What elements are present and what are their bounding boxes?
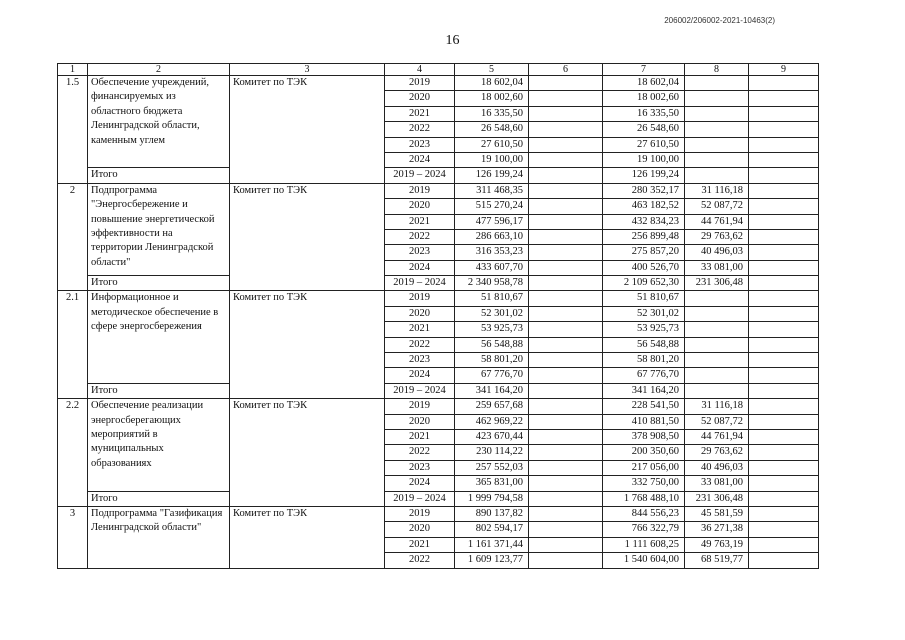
- value-cell: 16 335,50: [603, 106, 685, 121]
- year-cell: 2022: [385, 229, 455, 244]
- value-cell: 27 610,50: [603, 137, 685, 152]
- total-label-cell: Итого: [88, 383, 230, 398]
- value-cell: 31 116,18: [685, 183, 749, 198]
- year-cell: 2024: [385, 152, 455, 167]
- value-cell: [685, 152, 749, 167]
- value-cell: 228 541,50: [603, 399, 685, 414]
- total-label-cell: Итого: [88, 168, 230, 183]
- value-cell: 280 352,17: [603, 183, 685, 198]
- value-cell: 58 801,20: [455, 353, 529, 368]
- value-cell: [529, 245, 603, 260]
- value-cell: [529, 491, 603, 506]
- header-cell: 7: [603, 64, 685, 76]
- value-cell: [529, 229, 603, 244]
- item-name-cell: Подпрограмма "Газификация Ленинградской области": [88, 506, 230, 568]
- value-cell: 890 137,82: [455, 506, 529, 521]
- value-cell: [685, 322, 749, 337]
- value-cell: 200 350,60: [603, 445, 685, 460]
- value-cell: [749, 491, 819, 506]
- year-cell: 2022: [385, 445, 455, 460]
- value-cell: [685, 137, 749, 152]
- value-cell: [529, 353, 603, 368]
- value-cell: 257 552,03: [455, 460, 529, 475]
- executor-cell: Комитет по ТЭК: [230, 291, 385, 399]
- year-cell: 2021: [385, 537, 455, 552]
- value-cell: 1 609 123,77: [455, 553, 529, 568]
- executor-cell: Комитет по ТЭК: [230, 183, 385, 291]
- year-cell: 2022: [385, 553, 455, 568]
- value-cell: [685, 91, 749, 106]
- value-cell: 49 763,19: [685, 537, 749, 552]
- value-cell: [749, 337, 819, 352]
- value-cell: 1 999 794,58: [455, 491, 529, 506]
- value-cell: 410 881,50: [603, 414, 685, 429]
- value-cell: [749, 429, 819, 444]
- header-cell: 5: [455, 64, 529, 76]
- value-cell: 477 596,17: [455, 214, 529, 229]
- value-cell: 1 111 608,25: [603, 537, 685, 552]
- value-cell: [529, 337, 603, 352]
- total-row: [58, 276, 819, 291]
- value-cell: [685, 337, 749, 352]
- value-cell: [529, 368, 603, 383]
- value-cell: 463 182,52: [603, 199, 685, 214]
- value-cell: [749, 399, 819, 414]
- value-cell: [749, 460, 819, 475]
- value-cell: [749, 122, 819, 137]
- value-cell: [749, 183, 819, 198]
- year-cell: 2020: [385, 91, 455, 106]
- value-cell: [685, 306, 749, 321]
- value-cell: [685, 122, 749, 137]
- year-cell: 2024: [385, 368, 455, 383]
- value-cell: [685, 168, 749, 183]
- value-cell: 29 763,62: [685, 229, 749, 244]
- value-cell: 1 540 604,00: [603, 553, 685, 568]
- value-cell: [749, 553, 819, 568]
- value-cell: 766 322,79: [603, 522, 685, 537]
- value-cell: [529, 306, 603, 321]
- table-row: [58, 76, 819, 91]
- year-cell: 2024: [385, 476, 455, 491]
- value-cell: 44 761,94: [685, 214, 749, 229]
- item-name-cell: Обеспечение реализации энергосберегающих мероприятий в муниципальных образованиях: [88, 399, 230, 491]
- value-cell: [749, 152, 819, 167]
- table-body: [58, 64, 819, 569]
- value-cell: 45 581,59: [685, 506, 749, 521]
- value-cell: [749, 537, 819, 552]
- value-cell: 423 670,44: [455, 429, 529, 444]
- value-cell: 286 663,10: [455, 229, 529, 244]
- value-cell: 29 763,62: [685, 445, 749, 460]
- header-cell: 2: [88, 64, 230, 76]
- value-cell: 53 925,73: [603, 322, 685, 337]
- header-cell: 6: [529, 64, 603, 76]
- item-number-cell: 2.2: [58, 399, 88, 507]
- value-cell: 33 081,00: [685, 260, 749, 275]
- value-cell: [749, 106, 819, 121]
- year-cell: 2023: [385, 460, 455, 475]
- value-cell: [749, 137, 819, 152]
- value-cell: [749, 276, 819, 291]
- item-name-cell: Подпрограмма "Энергосбережение и повышение энергетической эффективности на территории Ленинградской области": [88, 183, 230, 275]
- year-cell: 2019 – 2024: [385, 168, 455, 183]
- value-cell: [529, 137, 603, 152]
- year-cell: 2019 – 2024: [385, 491, 455, 506]
- table-row: [58, 506, 819, 521]
- value-cell: [749, 476, 819, 491]
- value-cell: 26 548,60: [455, 122, 529, 137]
- table-row: [58, 399, 819, 414]
- value-cell: [529, 291, 603, 306]
- value-cell: 231 306,48: [685, 491, 749, 506]
- value-cell: 341 164,20: [603, 383, 685, 398]
- item-number-cell: 1.5: [58, 76, 88, 184]
- budget-table: [57, 63, 819, 569]
- value-cell: [529, 460, 603, 475]
- value-cell: [749, 353, 819, 368]
- value-cell: [529, 106, 603, 121]
- value-cell: 44 761,94: [685, 429, 749, 444]
- value-cell: 259 657,68: [455, 399, 529, 414]
- value-cell: [749, 168, 819, 183]
- year-cell: 2019: [385, 399, 455, 414]
- value-cell: [529, 537, 603, 552]
- value-cell: [749, 383, 819, 398]
- value-cell: [529, 553, 603, 568]
- value-cell: 56 548,88: [455, 337, 529, 352]
- value-cell: 36 271,38: [685, 522, 749, 537]
- year-cell: 2020: [385, 199, 455, 214]
- value-cell: [749, 506, 819, 521]
- table-row: [58, 183, 819, 198]
- item-number-cell: 2: [58, 183, 88, 291]
- year-cell: 2019 – 2024: [385, 383, 455, 398]
- value-cell: 53 925,73: [455, 322, 529, 337]
- value-cell: 51 810,67: [603, 291, 685, 306]
- value-cell: 18 602,04: [455, 76, 529, 91]
- executor-cell: Комитет по ТЭК: [230, 399, 385, 507]
- value-cell: 52 087,72: [685, 414, 749, 429]
- value-cell: [529, 506, 603, 521]
- value-cell: [529, 199, 603, 214]
- year-cell: 2022: [385, 337, 455, 352]
- value-cell: 365 831,00: [455, 476, 529, 491]
- value-cell: 332 750,00: [603, 476, 685, 491]
- value-cell: [749, 522, 819, 537]
- value-cell: 844 556,23: [603, 506, 685, 521]
- value-cell: 58 801,20: [603, 353, 685, 368]
- year-cell: 2021: [385, 429, 455, 444]
- total-label-cell: Итого: [88, 491, 230, 506]
- value-cell: [685, 291, 749, 306]
- value-cell: 52 301,02: [603, 306, 685, 321]
- executor-cell: Комитет по ТЭК: [230, 506, 385, 568]
- item-name-cell: Информационное и методическое обеспечение в сфере энергосбережения: [88, 291, 230, 383]
- year-cell: 2021: [385, 106, 455, 121]
- value-cell: [529, 183, 603, 198]
- item-number-cell: 2.1: [58, 291, 88, 399]
- value-cell: 217 056,00: [603, 460, 685, 475]
- value-cell: 52 087,72: [685, 199, 749, 214]
- value-cell: 19 100,00: [603, 152, 685, 167]
- value-cell: 18 602,04: [603, 76, 685, 91]
- value-cell: [749, 322, 819, 337]
- value-cell: 462 969,22: [455, 414, 529, 429]
- value-cell: [529, 414, 603, 429]
- value-cell: [749, 414, 819, 429]
- value-cell: [529, 214, 603, 229]
- total-row: [58, 168, 819, 183]
- year-cell: 2021: [385, 214, 455, 229]
- value-cell: [529, 276, 603, 291]
- value-cell: [749, 368, 819, 383]
- value-cell: 256 899,48: [603, 229, 685, 244]
- year-cell: 2019 – 2024: [385, 276, 455, 291]
- value-cell: [529, 76, 603, 91]
- year-cell: 2023: [385, 137, 455, 152]
- value-cell: 432 834,23: [603, 214, 685, 229]
- header-cell: 8: [685, 64, 749, 76]
- value-cell: [685, 76, 749, 91]
- value-cell: 52 301,02: [455, 306, 529, 321]
- year-cell: 2020: [385, 522, 455, 537]
- value-cell: 40 496,03: [685, 245, 749, 260]
- header-cell: 9: [749, 64, 819, 76]
- value-cell: 378 908,50: [603, 429, 685, 444]
- value-cell: [749, 245, 819, 260]
- total-row: [58, 491, 819, 506]
- table-row: [58, 291, 819, 306]
- value-cell: [685, 368, 749, 383]
- value-cell: 18 002,60: [455, 91, 529, 106]
- value-cell: 68 519,77: [685, 553, 749, 568]
- value-cell: [749, 445, 819, 460]
- value-cell: [529, 168, 603, 183]
- value-cell: 67 776,70: [603, 368, 685, 383]
- year-cell: 2019: [385, 506, 455, 521]
- value-cell: 33 081,00: [685, 476, 749, 491]
- value-cell: 231 306,48: [685, 276, 749, 291]
- year-cell: 2019: [385, 183, 455, 198]
- value-cell: [749, 260, 819, 275]
- document-id: 206002/206002-2021-10463(2): [664, 16, 775, 25]
- value-cell: [749, 229, 819, 244]
- value-cell: 341 164,20: [455, 383, 529, 398]
- value-cell: [749, 91, 819, 106]
- value-cell: 316 353,23: [455, 245, 529, 260]
- header-cell: 4: [385, 64, 455, 76]
- year-cell: 2024: [385, 260, 455, 275]
- item-number-cell: 3: [58, 506, 88, 568]
- value-cell: [749, 76, 819, 91]
- year-cell: 2023: [385, 353, 455, 368]
- header-row: [58, 64, 819, 76]
- value-cell: 19 100,00: [455, 152, 529, 167]
- value-cell: [529, 383, 603, 398]
- value-cell: [529, 429, 603, 444]
- value-cell: 311 468,35: [455, 183, 529, 198]
- year-cell: 2022: [385, 122, 455, 137]
- value-cell: 515 270,24: [455, 199, 529, 214]
- value-cell: [529, 152, 603, 167]
- value-cell: [685, 106, 749, 121]
- value-cell: 56 548,88: [603, 337, 685, 352]
- value-cell: [749, 306, 819, 321]
- value-cell: [749, 199, 819, 214]
- total-row: [58, 383, 819, 398]
- value-cell: 67 776,70: [455, 368, 529, 383]
- value-cell: [529, 399, 603, 414]
- value-cell: [685, 383, 749, 398]
- value-cell: 275 857,20: [603, 245, 685, 260]
- value-cell: 230 114,22: [455, 445, 529, 460]
- value-cell: 51 810,67: [455, 291, 529, 306]
- value-cell: [749, 214, 819, 229]
- value-cell: 40 496,03: [685, 460, 749, 475]
- value-cell: 2 109 652,30: [603, 276, 685, 291]
- year-cell: 2019: [385, 76, 455, 91]
- value-cell: [529, 91, 603, 106]
- executor-cell: Комитет по ТЭК: [230, 76, 385, 184]
- year-cell: 2019: [385, 291, 455, 306]
- value-cell: [529, 445, 603, 460]
- value-cell: [749, 291, 819, 306]
- value-cell: [529, 476, 603, 491]
- value-cell: [529, 122, 603, 137]
- value-cell: 26 548,60: [603, 122, 685, 137]
- value-cell: 126 199,24: [455, 168, 529, 183]
- page-number: 16: [445, 33, 460, 48]
- value-cell: [529, 260, 603, 275]
- item-name-cell: Обеспечение учреждений, финансируемых из областного бюджета Ленинградской области, каменным углем: [88, 76, 230, 168]
- value-cell: 27 610,50: [455, 137, 529, 152]
- value-cell: 400 526,70: [603, 260, 685, 275]
- value-cell: 126 199,24: [603, 168, 685, 183]
- total-label-cell: Итого: [88, 276, 230, 291]
- value-cell: 1 161 371,44: [455, 537, 529, 552]
- value-cell: 18 002,60: [603, 91, 685, 106]
- header-cell: 1: [58, 64, 88, 76]
- value-cell: 16 335,50: [455, 106, 529, 121]
- value-cell: 433 607,70: [455, 260, 529, 275]
- value-cell: 802 594,17: [455, 522, 529, 537]
- year-cell: 2020: [385, 306, 455, 321]
- value-cell: [685, 353, 749, 368]
- value-cell: [529, 522, 603, 537]
- value-cell: [529, 322, 603, 337]
- year-cell: 2023: [385, 245, 455, 260]
- header-cell: 3: [230, 64, 385, 76]
- year-cell: 2021: [385, 322, 455, 337]
- value-cell: 2 340 958,78: [455, 276, 529, 291]
- year-cell: 2020: [385, 414, 455, 429]
- value-cell: 31 116,18: [685, 399, 749, 414]
- value-cell: 1 768 488,10: [603, 491, 685, 506]
